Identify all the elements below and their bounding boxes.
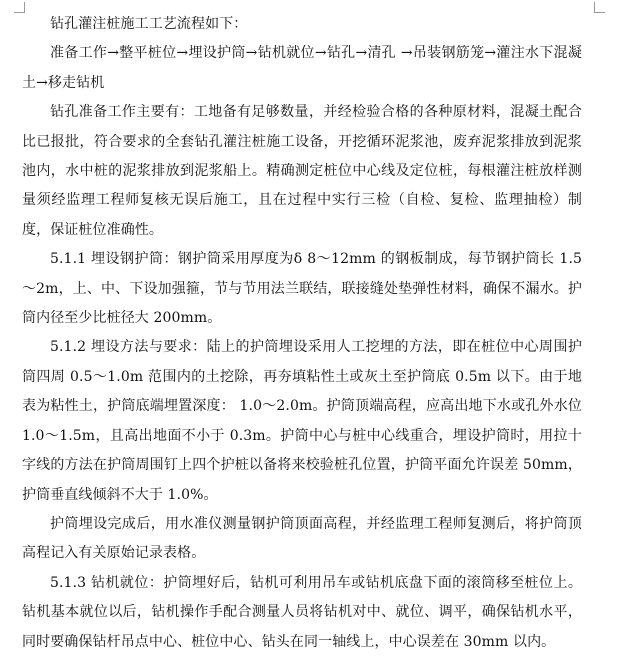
- paragraph-5-1-2: 5.1.2 埋设方法与要求：陆上的护筒埋设采用人工挖埋的方法，即在桩位中心周围护筒四周 0.5～1.0m 范围内的土挖除，再夯填粘性土或灰土至护筒底 0.5m 以下。由于地表为粘性土，护筒底端埋置深度： 1.0～2.0m。护筒顶端高程，应高出地下水或孔外水位 1.0～1.5m，且高出地面不小于 0.3m。护筒中心与桩中心线重合，埋设护筒时，用拉十字线的方法在护筒周围钉上四个护桩以备将来校验桩孔位置，护筒平面允许误差 50mm，护筒垂直线倾斜不大于 1.0%。: [22, 339, 582, 503]
- paragraph-5-1-3: 5.1.3 钻机就位：护筒埋好后，钻机可利用吊车或钻机底盘下面的滚筒移至桩位上。钻机基本就位以后，钻机操作手配合测量人员将钻机对中、就位、调平，确保钻机水平，同时要确保钻杆吊点中心、桩位中心、钻头在同一轴线上，中心误差在 30mm 以内。: [22, 574, 582, 650]
- paragraph-heading-process: 钻孔灌注桩施工工艺流程如下：: [50, 16, 248, 32]
- paragraph-preparation: 钻孔准备工作主要有：工地备有足够数量，并经检验合格的各种原材料，混凝土配合比已报批，符合要求的全套钻孔灌注桩施工设备，开挖循环泥浆池，废弃泥浆排放到泥浆池内，水中桩的泥浆排放到泥浆船上。精确测定桩位中心线及定位桩，每根灌注桩放样测量须经监理工程师复核无误后施工，且在过程中实行三检（自检、复检、监理抽检）制度，保证桩位准确性。: [22, 104, 582, 238]
- margin-corner-mark-right: [594, 2, 605, 13]
- paragraph-process-flow: 准备工作→整平桩位→埋设护筒→钻机就位→钻孔→清孔 →吊装钢筋笼→灌注水下混凝土→移走钻机: [22, 45, 582, 91]
- document-body: [22, 10, 582, 657]
- paragraph-casing-elevation: 护筒埋设完成后，用水准仪测量钢护筒顶面高程，并经监理工程师复测后，将护筒顶高程记入有关原始记录表格。: [22, 515, 582, 562]
- paragraph-5-1-1: 5.1.1 埋设钢护筒：钢护筒采用厚度为δ 8～12mm 的钢板制成，每节钢护筒长 1.5～2m，上、中、下设加强箍，节与节用法兰联结，联接缝处垫弹性材料，确保不漏水。护筒内径至少比桩径大 200mm。: [22, 251, 582, 327]
